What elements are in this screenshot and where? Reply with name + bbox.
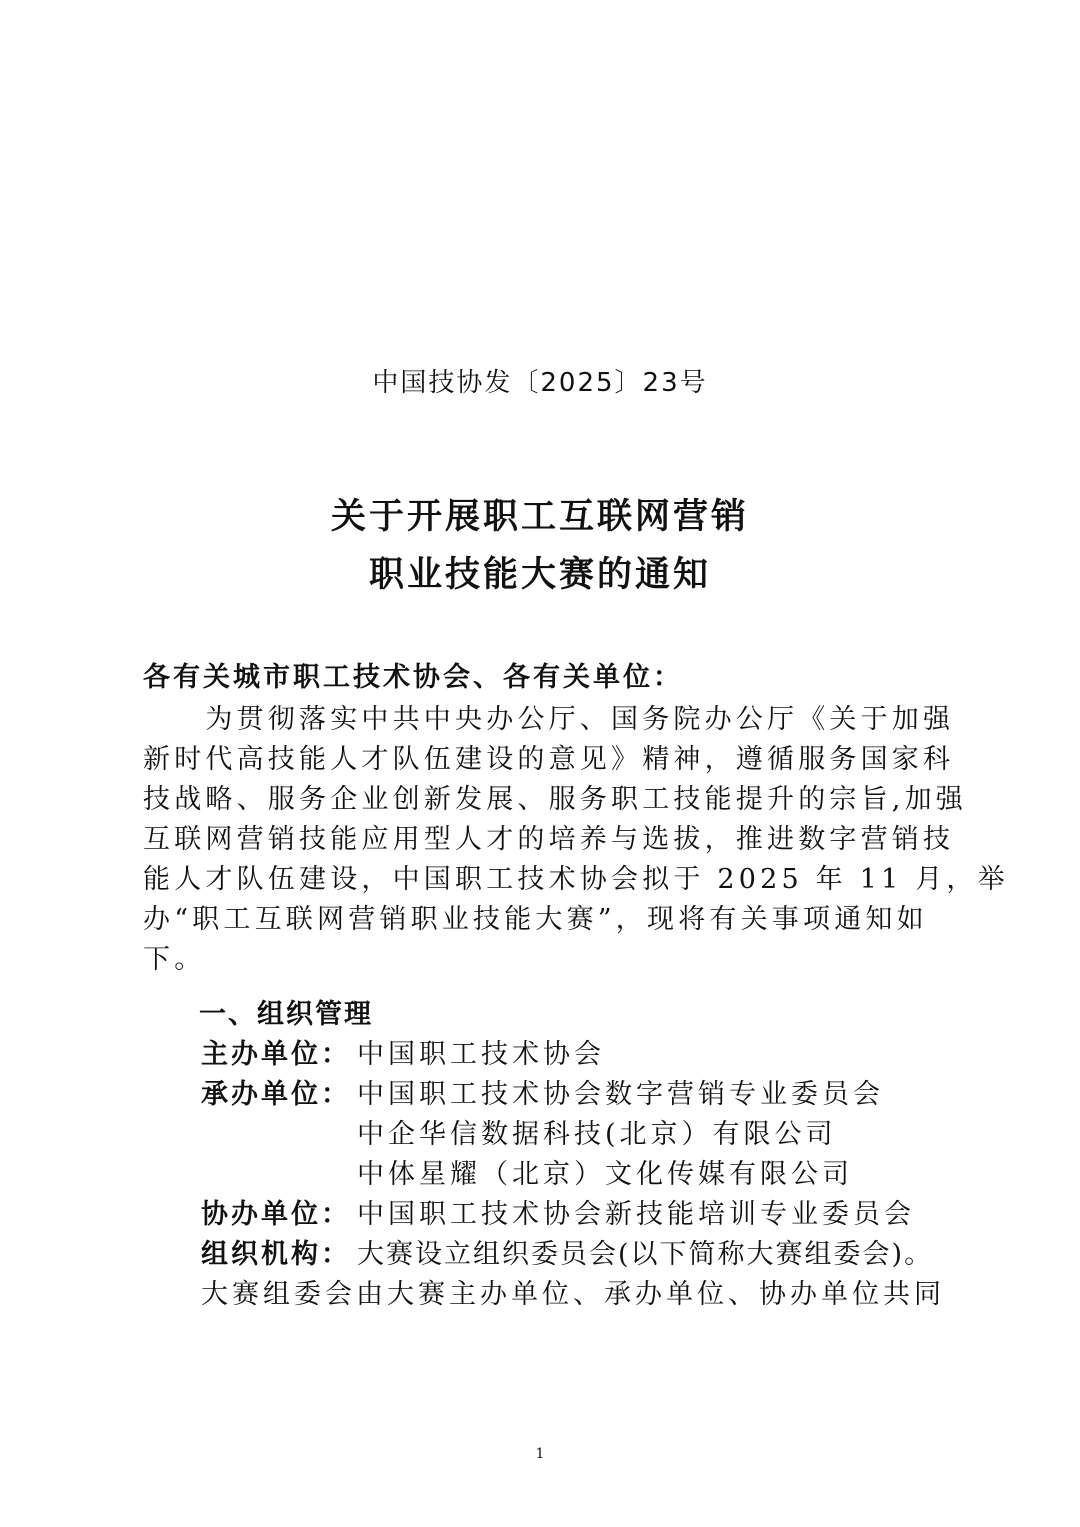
co-organizer-label: 协办单位： [201,1199,351,1230]
intro-paragraph-line: 下。 [143,944,206,975]
intro-paragraph-line: 互联网营销技能应用型人才的培养与选拔，推进数字营销技 [143,824,955,855]
section-heading-organization: 一、组织管理 [199,999,373,1030]
undertaker-value: 中企华信数据科技(北京）有限公司 [357,1119,837,1150]
intro-paragraph-line: 办“职工互联网营销职业技能大赛”，现将有关事项通知如 [143,904,928,935]
organization-continuation: 大赛组委会由大赛主办单位、承办单位、协办单位共同 [201,1279,945,1310]
co-organizer-value: 中国职工技术协会新技能培训专业委员会 [357,1199,915,1230]
undertaker-value: 中国职工技术协会数字营销专业委员会 [357,1079,884,1110]
organization-value: 大赛设立组织委员会(以下简称大赛组委会)。 [357,1239,934,1270]
intro-paragraph-line: 为贯彻落实中共中央办公厅、国务院办公厅《关于加强 [143,704,955,735]
page-number: 1 [535,1446,545,1462]
undertaker-label: 承办单位： [201,1079,351,1110]
intro-paragraph-line: 能人才队伍建设，中国职工技术协会拟于 2025 年 11 月，举 [143,864,1009,895]
organizer-value: 中国职工技术协会 [357,1039,605,1070]
organization-label: 组织机构： [201,1239,351,1270]
intro-paragraph-line: 技战略、服务企业创新发展、服务职工技能提升的宗旨,加强 [143,784,967,815]
intro-paragraph-line: 新时代高技能人才队伍建设的意见》精神，遵循服务国家科 [143,744,955,775]
salutation: 各有关城市职工技术协会、各有关单位： [143,662,683,693]
document-title-line-2: 职业技能大赛的通知 [368,555,711,595]
document-number: 中国技协发〔2025〕23号 [372,368,708,398]
undertaker-value: 中体星耀（北京）文化传媒有限公司 [357,1159,853,1190]
organizer-label: 主办单位： [201,1039,351,1070]
document-title-line-1: 关于开展职工互联网营销 [330,497,749,537]
